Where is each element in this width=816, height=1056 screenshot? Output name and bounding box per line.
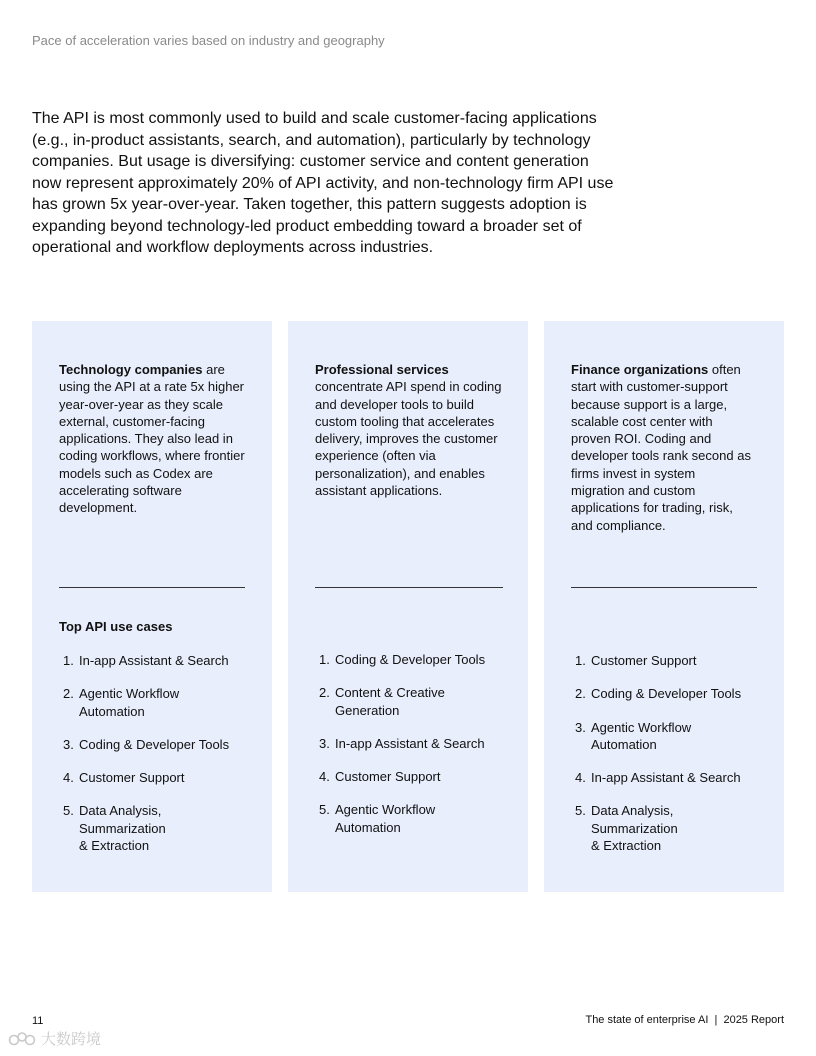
use-case-item [571,652,771,669]
use-case-label: Coding & Developer Tools [591,686,742,702]
card-description-lead: Professional services [315,362,449,377]
use-case-number: 5. [63,803,74,819]
use-case-number: 1. [63,653,74,668]
use-cases-heading: Top API use cases [59,619,173,634]
use-case-number: 4. [575,770,586,786]
industry-card-technology [32,321,272,892]
use-case-label: Coding & Developer Tools [79,736,230,752]
card-description [571,361,751,534]
use-case-label: In-app Assistant & Search [79,653,229,668]
use-case-item [59,769,259,786]
section-header: Pace of acceleration varies based on industry and geography [32,33,385,48]
use-case-number: 1. [319,652,330,667]
use-case-label: Agentic Workflow Automation [79,686,180,719]
card-description-lead: Finance organizations [571,362,709,377]
use-case-number: 3. [575,719,586,735]
use-case-number: 5. [319,802,330,818]
use-case-number: 3. [319,735,330,751]
use-case-label: Content & Creative Generation [335,685,445,718]
use-case-label: Agentic Workflow Automation [335,802,436,835]
card-description [59,361,249,517]
card-description-body: often start with customer-support because support is a large, scalable cost center with proven ROI. Coding and developer tools rank second as firms invest in system migration and custom applications for trading, risk, and compliance. [571,362,751,533]
use-case-number: 4. [63,770,74,786]
use-case-item [59,652,259,669]
use-case-item [315,735,515,752]
use-case-list [571,652,771,870]
use-case-item [59,685,259,720]
card-description [315,361,505,499]
use-case-item [315,651,515,668]
watermark-logo-icon [8,1030,38,1048]
use-case-item [571,719,771,754]
card-divider [571,587,757,588]
intro-paragraph: The API is most commonly used to build and scale customer-facing applications (e.g., in-product assistants, search, and automation), particularly by technology companies. But usage is diversifying: customer service and content generation now represent approximately 20% of API activity, and non-technology firm API use has grown 5x year-over-year. Taken together, this pattern suggests adoption is expanding beyond technology-led product embedding toward a broader set of operational and workflow deployments across industries. [32,110,614,256]
use-case-number: 4. [319,769,330,785]
use-case-number: 1. [575,653,586,668]
use-case-label: Data Analysis, Summarization & Extraction [591,803,678,854]
industry-card-professional-services [288,321,528,892]
footer-report-title: The state of enterprise AI | 2025 Report [585,1014,784,1026]
use-case-label: In-app Assistant & Search [335,735,485,751]
card-description-body: are using the API at a rate 5x higher year-over-year as they scale external, customer-facing applications. They also lead in coding workflows, where frontier models such as Codex are accelerating software development. [59,362,245,516]
use-case-label: Customer Support [335,769,441,785]
card-divider [315,587,503,588]
use-case-label: Agentic Workflow Automation [591,719,692,752]
card-description-body: concentrate API spend in coding and developer tools to build custom tooling that accelerates delivery, improves the customer experience (often via personalization), and enables assistant applications. [315,379,502,499]
use-case-list [59,652,259,870]
use-case-number: 2. [63,686,74,702]
use-case-label: Coding & Developer Tools [335,652,486,667]
card-divider [59,587,245,588]
use-case-label: Data Analysis, Summarization & Extraction [79,803,166,854]
use-case-item [571,769,771,786]
use-case-label: In-app Assistant & Search [591,770,741,786]
use-case-number: 2. [575,686,586,702]
use-case-item [315,768,515,785]
use-case-list [315,651,515,852]
use-case-label: Customer Support [591,653,697,668]
use-case-item [315,801,515,836]
use-case-number: 3. [63,736,74,752]
industry-card-finance [544,321,784,892]
use-case-number: 2. [319,685,330,701]
watermark-text: 大数跨境 [41,1031,102,1048]
use-case-number: 5. [575,803,586,819]
use-case-item [59,802,259,854]
page-number: 11 [32,1015,44,1027]
use-case-label: Customer Support [79,770,185,786]
use-case-item [59,736,259,753]
card-description-lead: Technology companies [59,362,203,377]
use-case-item [571,802,771,854]
use-case-item [315,684,515,719]
watermark [8,1028,101,1049]
use-case-item [571,685,771,702]
